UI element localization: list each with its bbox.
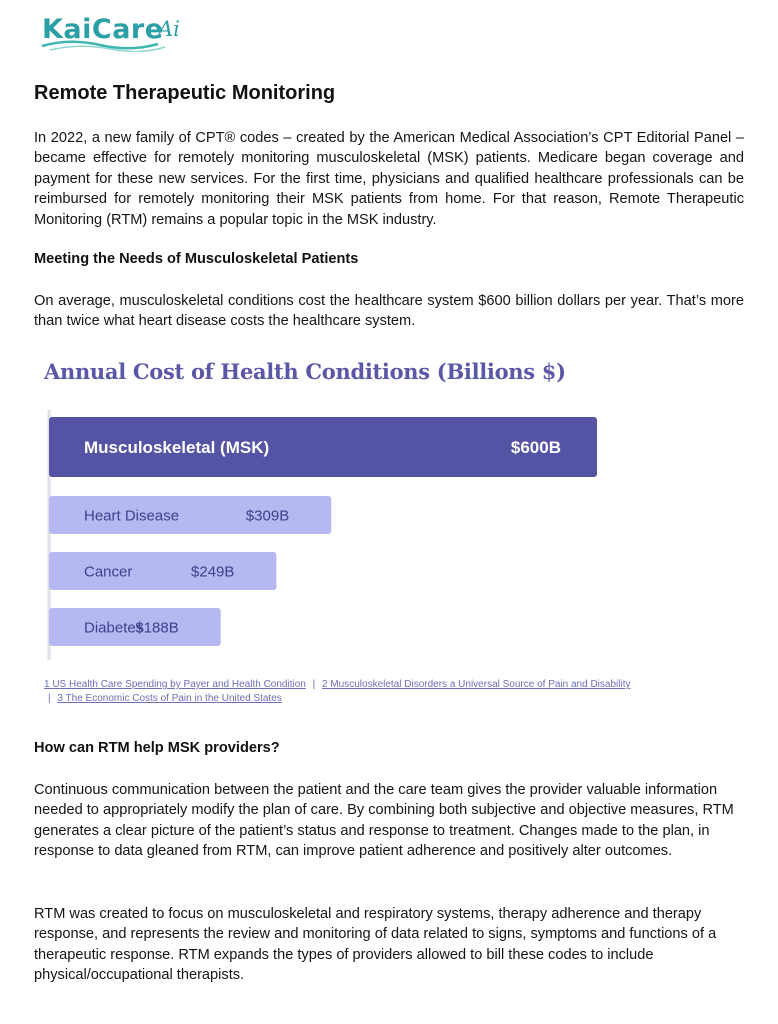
source-link-1[interactable]: 1 US Health Care Spending by Payer and Health Condition [44, 679, 306, 690]
chart-canvas [34, 355, 634, 675]
bar-label-4: Diabetes [84, 619, 144, 637]
msk-cost-paragraph: On average, musculoskeletal conditions cost the healthcare system $600 billion dollars per year. That’s more than twice what heart disease costs the healthcare system. [34, 293, 744, 330]
source-separator: | [312, 679, 316, 690]
source-separator: | [48, 693, 51, 704]
rtm-focus-paragraph: RTM was created to focus on musculoskeletal and respiratory systems, therapy adherence and therapy response, and represents the review and monitoring of data related to signs, symptoms and functions of a therapeutic response. RTM expands the types of providers allowed to bill these codes to include physical/occupational therapists. [34, 906, 717, 984]
logo-wave-icon [40, 38, 180, 52]
bar-value-2: $309B [245, 507, 290, 525]
rtm-communication-paragraph: Continuous communication between the patient and the care team gives the provider valuable information needed to appropriately modify the plan of care. By combining both subjective and objective measures, RTM generates a clear picture of the patient’s status and response to treatment. Changes made to the plan, in response to data gleaned from RTM, can improve patient adherence and positively alter outcomes. [34, 782, 734, 860]
kaicare-logo [40, 8, 190, 56]
chart-title: Annual Cost of Health Conditions (Billions $) [44, 359, 566, 384]
logo-ai-suffix: Ai [158, 17, 180, 41]
source-link-3[interactable]: 3 The Economic Costs of Pain in the United States [57, 693, 282, 704]
page-title: Remote Therapeutic Monitoring [34, 82, 336, 104]
section-heading-needs: Meeting the Needs of Musculoskeletal Patients [34, 251, 359, 267]
cost-chart [34, 355, 634, 715]
source-link-2[interactable]: 2 Musculoskeletal Disorders a Universal Source of Pain and Disability [322, 679, 631, 690]
bar-label-1: Musculoskeletal (MSK) [84, 438, 270, 458]
bar-label-2: Heart Disease [84, 507, 180, 525]
intro-paragraph: In 2022, a new family of CPT® codes – created by the American Medical Association’s CPT Editorial Panel – became effective for remotely monitoring musculoskeletal (MSK) patients. Medicare began coverage and payment for these new services. For the first time, physicians and qualified healthcare professionals can be reimbursed for remotely monitoring their MSK patients from home. For that reason, Remote Therapeutic Monitoring (RTM) remains a popular topic in the MSK industry. [34, 130, 744, 228]
section-heading-rtm: How can RTM help MSK providers? [34, 740, 280, 756]
bar-value-3: $249B [191, 563, 235, 581]
bar-label-3: Cancer [84, 563, 133, 581]
chart-sources [44, 678, 634, 706]
bar-value-4: $188B [135, 619, 179, 637]
bar-value-1: $600B [510, 438, 561, 458]
logo-wordmark: KaiCare [42, 14, 164, 45]
